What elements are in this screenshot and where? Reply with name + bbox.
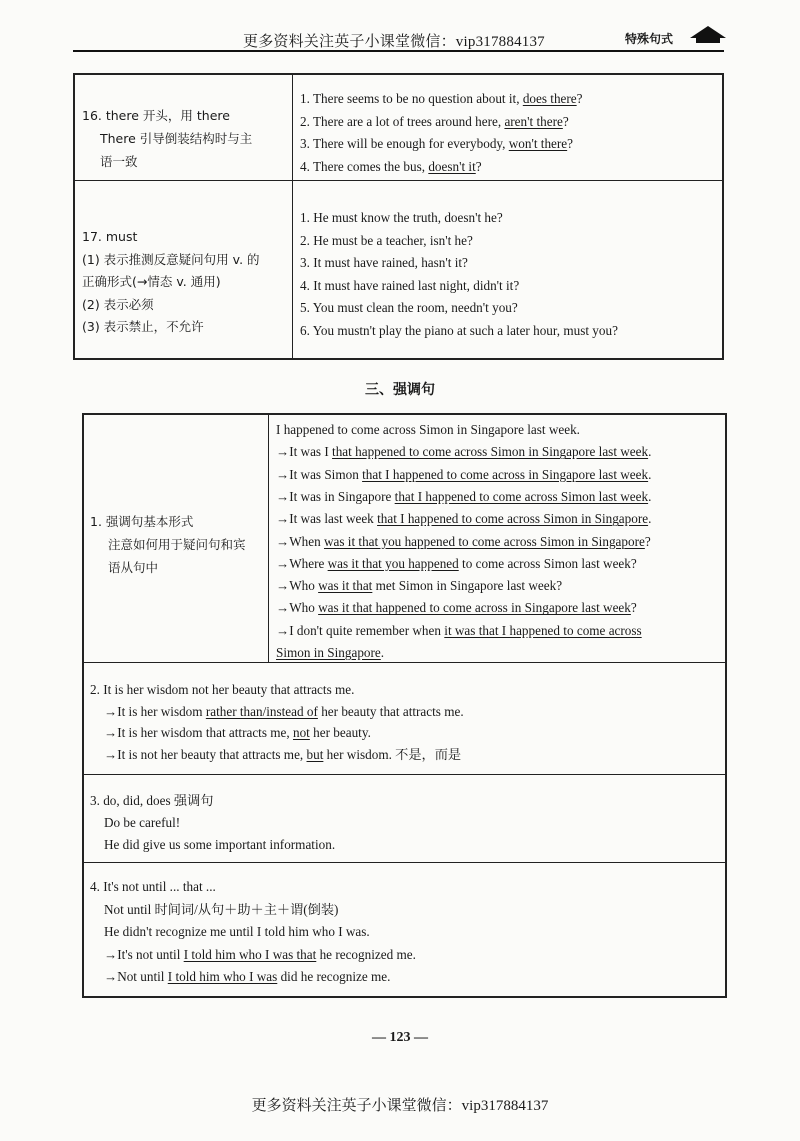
text-line [300, 322, 618, 340]
text-segment: →It was last week [276, 511, 378, 527]
text-line [300, 113, 569, 131]
text-line [276, 443, 651, 461]
text-segment: I happened to come across Simon in Singapore last week. [276, 422, 580, 437]
text-segment: . [648, 466, 652, 482]
text-segment: 4. It's not until ... that ... [90, 879, 216, 894]
text-line [300, 277, 519, 295]
text-segment: ? [630, 600, 637, 616]
text-segment: 6. You mustn't play the piano at such a later hour, must you? [300, 322, 618, 338]
text-segment: ? [562, 113, 569, 129]
text-line [104, 814, 180, 832]
text-segment: 4. There comes the bus, [300, 158, 429, 174]
text-segment: ? [576, 91, 583, 106]
underlined-text: Simon in Singapore [276, 645, 381, 660]
text-segment: . [648, 444, 652, 460]
text-line [104, 923, 370, 941]
text-segment: her wisdom. 不是，而是 [323, 746, 462, 762]
text-segment: →I don't quite remember when [276, 622, 445, 638]
title-line: 语一致 [100, 154, 138, 169]
text-line [104, 901, 338, 919]
text-segment: 5. You must clean the room, needn't you? [300, 300, 518, 315]
text-line [276, 644, 384, 662]
text-line [300, 299, 518, 317]
underlined-text: that I happened to come across Simon last week [394, 488, 649, 504]
table2-divider-h2 [82, 774, 727, 775]
text-line [300, 254, 468, 272]
underlined-text: I told him who I was [167, 969, 278, 984]
text-segment: 3. There will be enough for everybody, [300, 136, 509, 151]
text-line [276, 488, 651, 506]
text-line [104, 724, 371, 742]
graduation-cap-icon [690, 26, 726, 38]
text-segment: met Simon in Singapore last week? [372, 578, 563, 594]
text-segment: 2. There are a lot of trees around here, [300, 113, 505, 129]
underlined-text: rather than/instead of [205, 703, 318, 719]
text-segment: 3. It must have rained, hasn't it? [300, 255, 468, 270]
text-segment: 1. There seems to be no question about it, [300, 91, 523, 106]
header-rule [73, 50, 724, 52]
title-line: (2) 表示必须 [82, 296, 154, 312]
underlined-text: that happened to come across Simon in Singapore last week [332, 444, 649, 460]
text-line [104, 703, 464, 721]
text-line [276, 622, 642, 640]
text-segment: . [648, 511, 652, 527]
title-line: (1) 表示推测反意疑问句用 v. 的 [82, 251, 260, 267]
underlined-text: that I happened to come across in Singapore last week [362, 466, 649, 482]
text-line [276, 421, 580, 439]
underlined-text: was it that happened to come across in Singapore last week [318, 600, 631, 616]
text-segment: →Who [276, 600, 319, 616]
graduation-cap-icon-base [696, 38, 720, 43]
text-line [300, 232, 473, 250]
text-segment: . [648, 488, 652, 504]
underlined-text: aren't there [504, 113, 563, 129]
text-line [104, 968, 390, 986]
text-segment: 4. It must have rained last night, didn't it? [300, 277, 520, 293]
underlined-text: not [292, 725, 310, 740]
text-segment: ? [475, 158, 482, 174]
underlined-text: does there [522, 91, 577, 106]
title-line: 16. there 开头，用 there [82, 108, 230, 123]
table2-divider-h3 [82, 862, 727, 863]
text-segment: her beauty that attracts me. [317, 703, 464, 719]
text-segment: he recognized me. [316, 946, 416, 962]
text-line [276, 510, 651, 528]
text-line [276, 599, 637, 617]
title-line: 1. 强调句基本形式 [90, 514, 194, 529]
text-segment: →It is her wisdom that attracts me, [104, 725, 293, 740]
footer-watermark: 更多资料关注英子小课堂微信：vip317884137 [251, 1098, 549, 1114]
underlined-text: I told him who I was that [183, 946, 317, 962]
text-segment: did he recognize me. [277, 969, 391, 984]
text-segment: . [380, 645, 385, 660]
underlined-text: that I happened to come across Simon in Singapore [377, 511, 649, 527]
text-line [90, 792, 213, 810]
text-line [276, 466, 651, 484]
title-line: 正确形式(→情态 v. 通用) [82, 274, 221, 289]
title-line: 语从句中 [108, 560, 159, 575]
text-segment: 3. do, did, does 强调句 [90, 793, 214, 808]
table1-divider-h [73, 180, 724, 181]
text-segment: →It was I [276, 444, 333, 460]
underlined-text: was it that [318, 578, 373, 594]
text-line [300, 90, 583, 108]
table2-divider-h1 [82, 662, 727, 663]
underlined-text: was it that you happened [327, 555, 459, 571]
text-line [276, 555, 637, 573]
text-segment: He did give us some important information. [104, 837, 336, 852]
text-segment: He didn't recognize me until I told him who I was. [104, 924, 370, 939]
text-line [276, 533, 651, 551]
title-line: (3) 表示禁止，不允许 [82, 319, 204, 334]
title-line: 注意如何用于疑问句和宾 [108, 537, 246, 552]
text-segment: 2. He must be a teacher, isn't he? [300, 232, 473, 248]
text-segment: ? [644, 533, 651, 549]
text-segment: her beauty. [309, 725, 371, 740]
underlined-text: was it that you happened to come across Simon in Singapore [323, 533, 645, 549]
title-line: There 引导倒装结构时与主 [100, 131, 253, 146]
text-segment: →It's not until [104, 946, 184, 962]
underlined-text: but [306, 746, 324, 762]
text-segment: →It was Simon [276, 466, 363, 482]
text-segment: →Who [276, 578, 319, 594]
section-title: 三、强调句 [365, 382, 435, 398]
underlined-text: doesn't it [428, 158, 476, 174]
text-line [104, 946, 416, 964]
text-segment: →It was in Singapore [276, 488, 395, 504]
text-segment: →It is her wisdom [104, 703, 206, 719]
text-line [104, 746, 461, 764]
title-line: 17. must [82, 229, 138, 244]
table2-divider-v [268, 413, 269, 662]
text-line [300, 135, 573, 153]
text-line [90, 681, 354, 699]
table1-divider-v [292, 73, 293, 360]
text-segment: →Not until [104, 969, 168, 984]
text-segment: →When [276, 533, 324, 549]
text-segment: Not until 时间词/从句＋助＋主＋谓(倒装) [104, 901, 339, 917]
section-label: 特殊句式 [625, 32, 674, 46]
text-segment: ? [567, 136, 574, 151]
text-line [300, 158, 482, 176]
text-line [90, 878, 216, 896]
text-segment: 2. It is her wisdom not her beauty that attracts me. [90, 682, 355, 697]
text-segment: →It is not her beauty that attracts me, [104, 746, 307, 762]
header-watermark: 更多资料关注英子小课堂微信：vip317884137 [243, 34, 545, 50]
text-line [300, 209, 503, 227]
underlined-text: won't there [508, 136, 568, 151]
text-segment: to come across Simon last week? [458, 555, 637, 571]
underlined-text: it was that I happened to come across [444, 622, 642, 638]
text-line [276, 577, 562, 595]
page-number: — 123 — [372, 1030, 428, 1045]
text-segment: 1. He must know the truth, doesn't he? [300, 210, 503, 225]
text-segment: →Where [276, 555, 328, 571]
text-line [104, 836, 335, 854]
text-segment: Do be careful! [104, 815, 181, 830]
